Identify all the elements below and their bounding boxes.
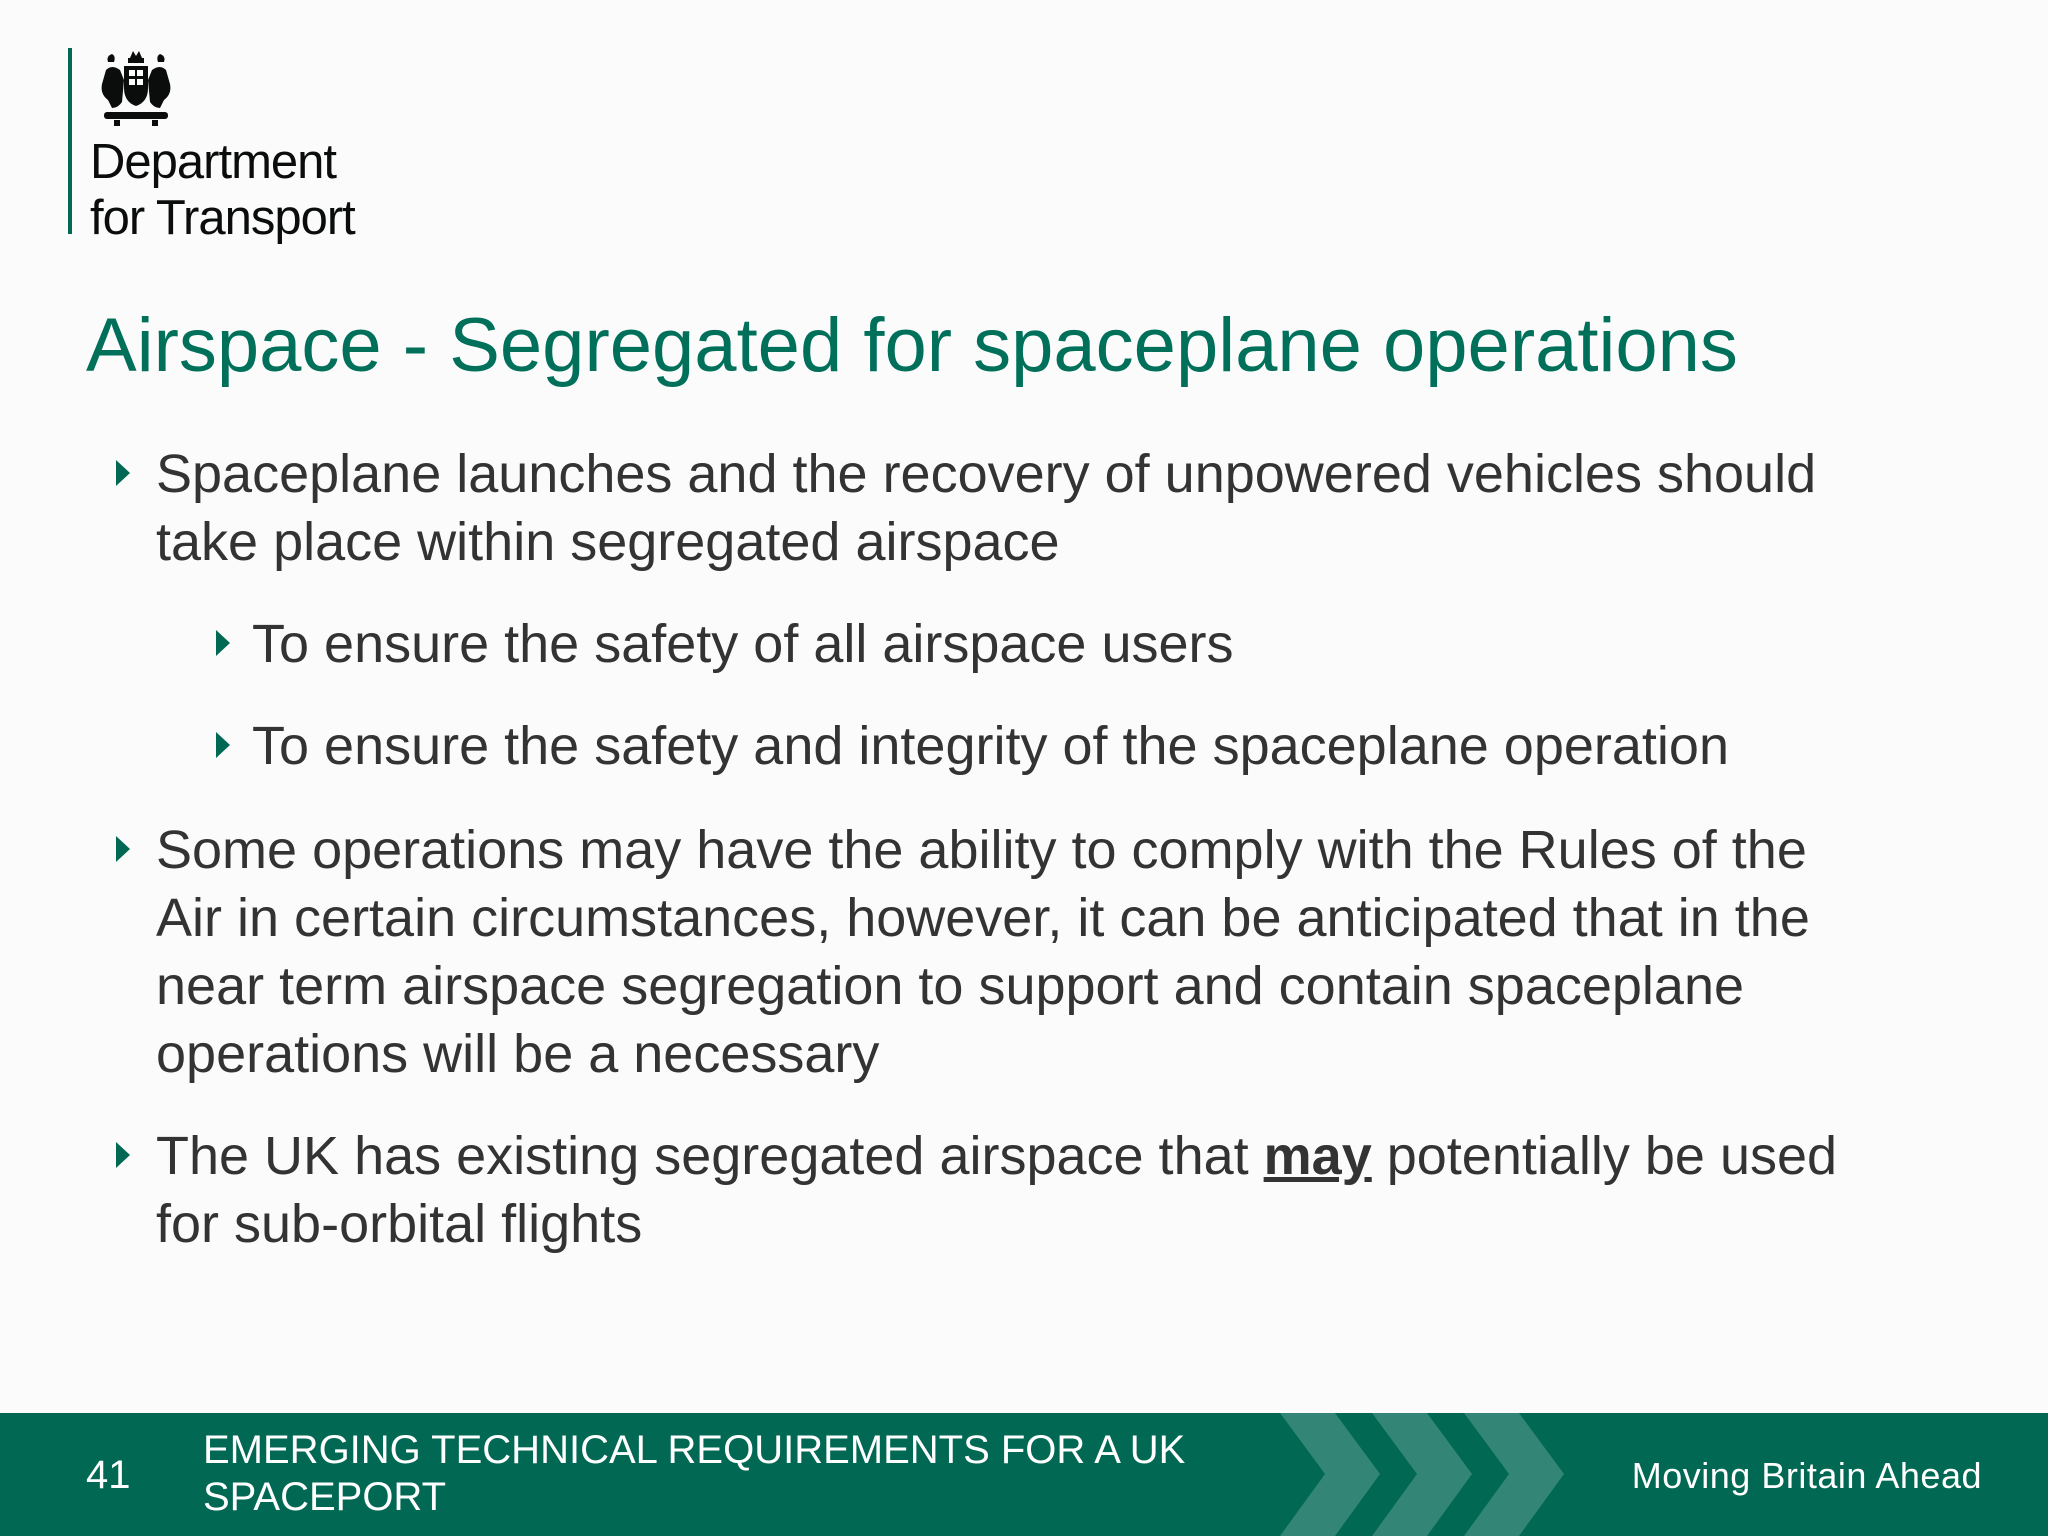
footer-bar: [0, 1413, 2048, 1536]
bullet-text-after: potentially be used for sub-orbital flights: [156, 1126, 1838, 1254]
bullet-triangle-icon: [116, 460, 130, 486]
sub-bullet-item: [252, 610, 1892, 678]
sub-bullet-text: To ensure the safety and integrity of the spaceplane operation: [252, 716, 1729, 776]
sub-bullet-text: To ensure the safety of all airspace users: [252, 614, 1234, 674]
bullet-item: [156, 1122, 1876, 1258]
footer-title: EMERGING TECHNICAL REQUIREMENTS FOR A UK SPACEPORT: [203, 1428, 1186, 1519]
department-name-line1: Department: [90, 135, 337, 189]
bullet-triangle-icon: [116, 1142, 130, 1168]
slide-title: Airspace - Segregated for spaceplane operations: [86, 303, 1738, 388]
bullet-item: [156, 440, 1876, 576]
bullet-emphasis: may: [1263, 1126, 1372, 1186]
bullet-triangle-icon: [116, 836, 130, 862]
bullet-text: Spaceplane launches and the recovery of unpowered vehicles should take place within segregated airspace: [156, 444, 1817, 572]
bullet-triangle-icon: [216, 630, 230, 656]
bullet-text: Some operations may have the ability to comply with the Rules of the Air in certain circumstances, however, it can be anticipated that in the near term airspace segregation to support and contain spaceplane operations will be a necessary: [156, 820, 1810, 1084]
bullet-triangle-icon: [216, 732, 230, 758]
royal-coat-of-arms-icon: [86, 48, 186, 128]
chevrons-icon: [1280, 1413, 1600, 1536]
bullet-text-before: The UK has existing segregated airspace that: [156, 1126, 1264, 1186]
page-number: 41: [86, 1453, 131, 1497]
department-name: [90, 134, 355, 246]
sub-bullet-item: [252, 712, 1892, 780]
logo-bar: [68, 48, 72, 234]
footer-tagline: Moving Britain Ahead: [1631, 1455, 1982, 1496]
department-name-line2: for Transport: [90, 191, 355, 245]
bullet-item: [156, 816, 1876, 1088]
